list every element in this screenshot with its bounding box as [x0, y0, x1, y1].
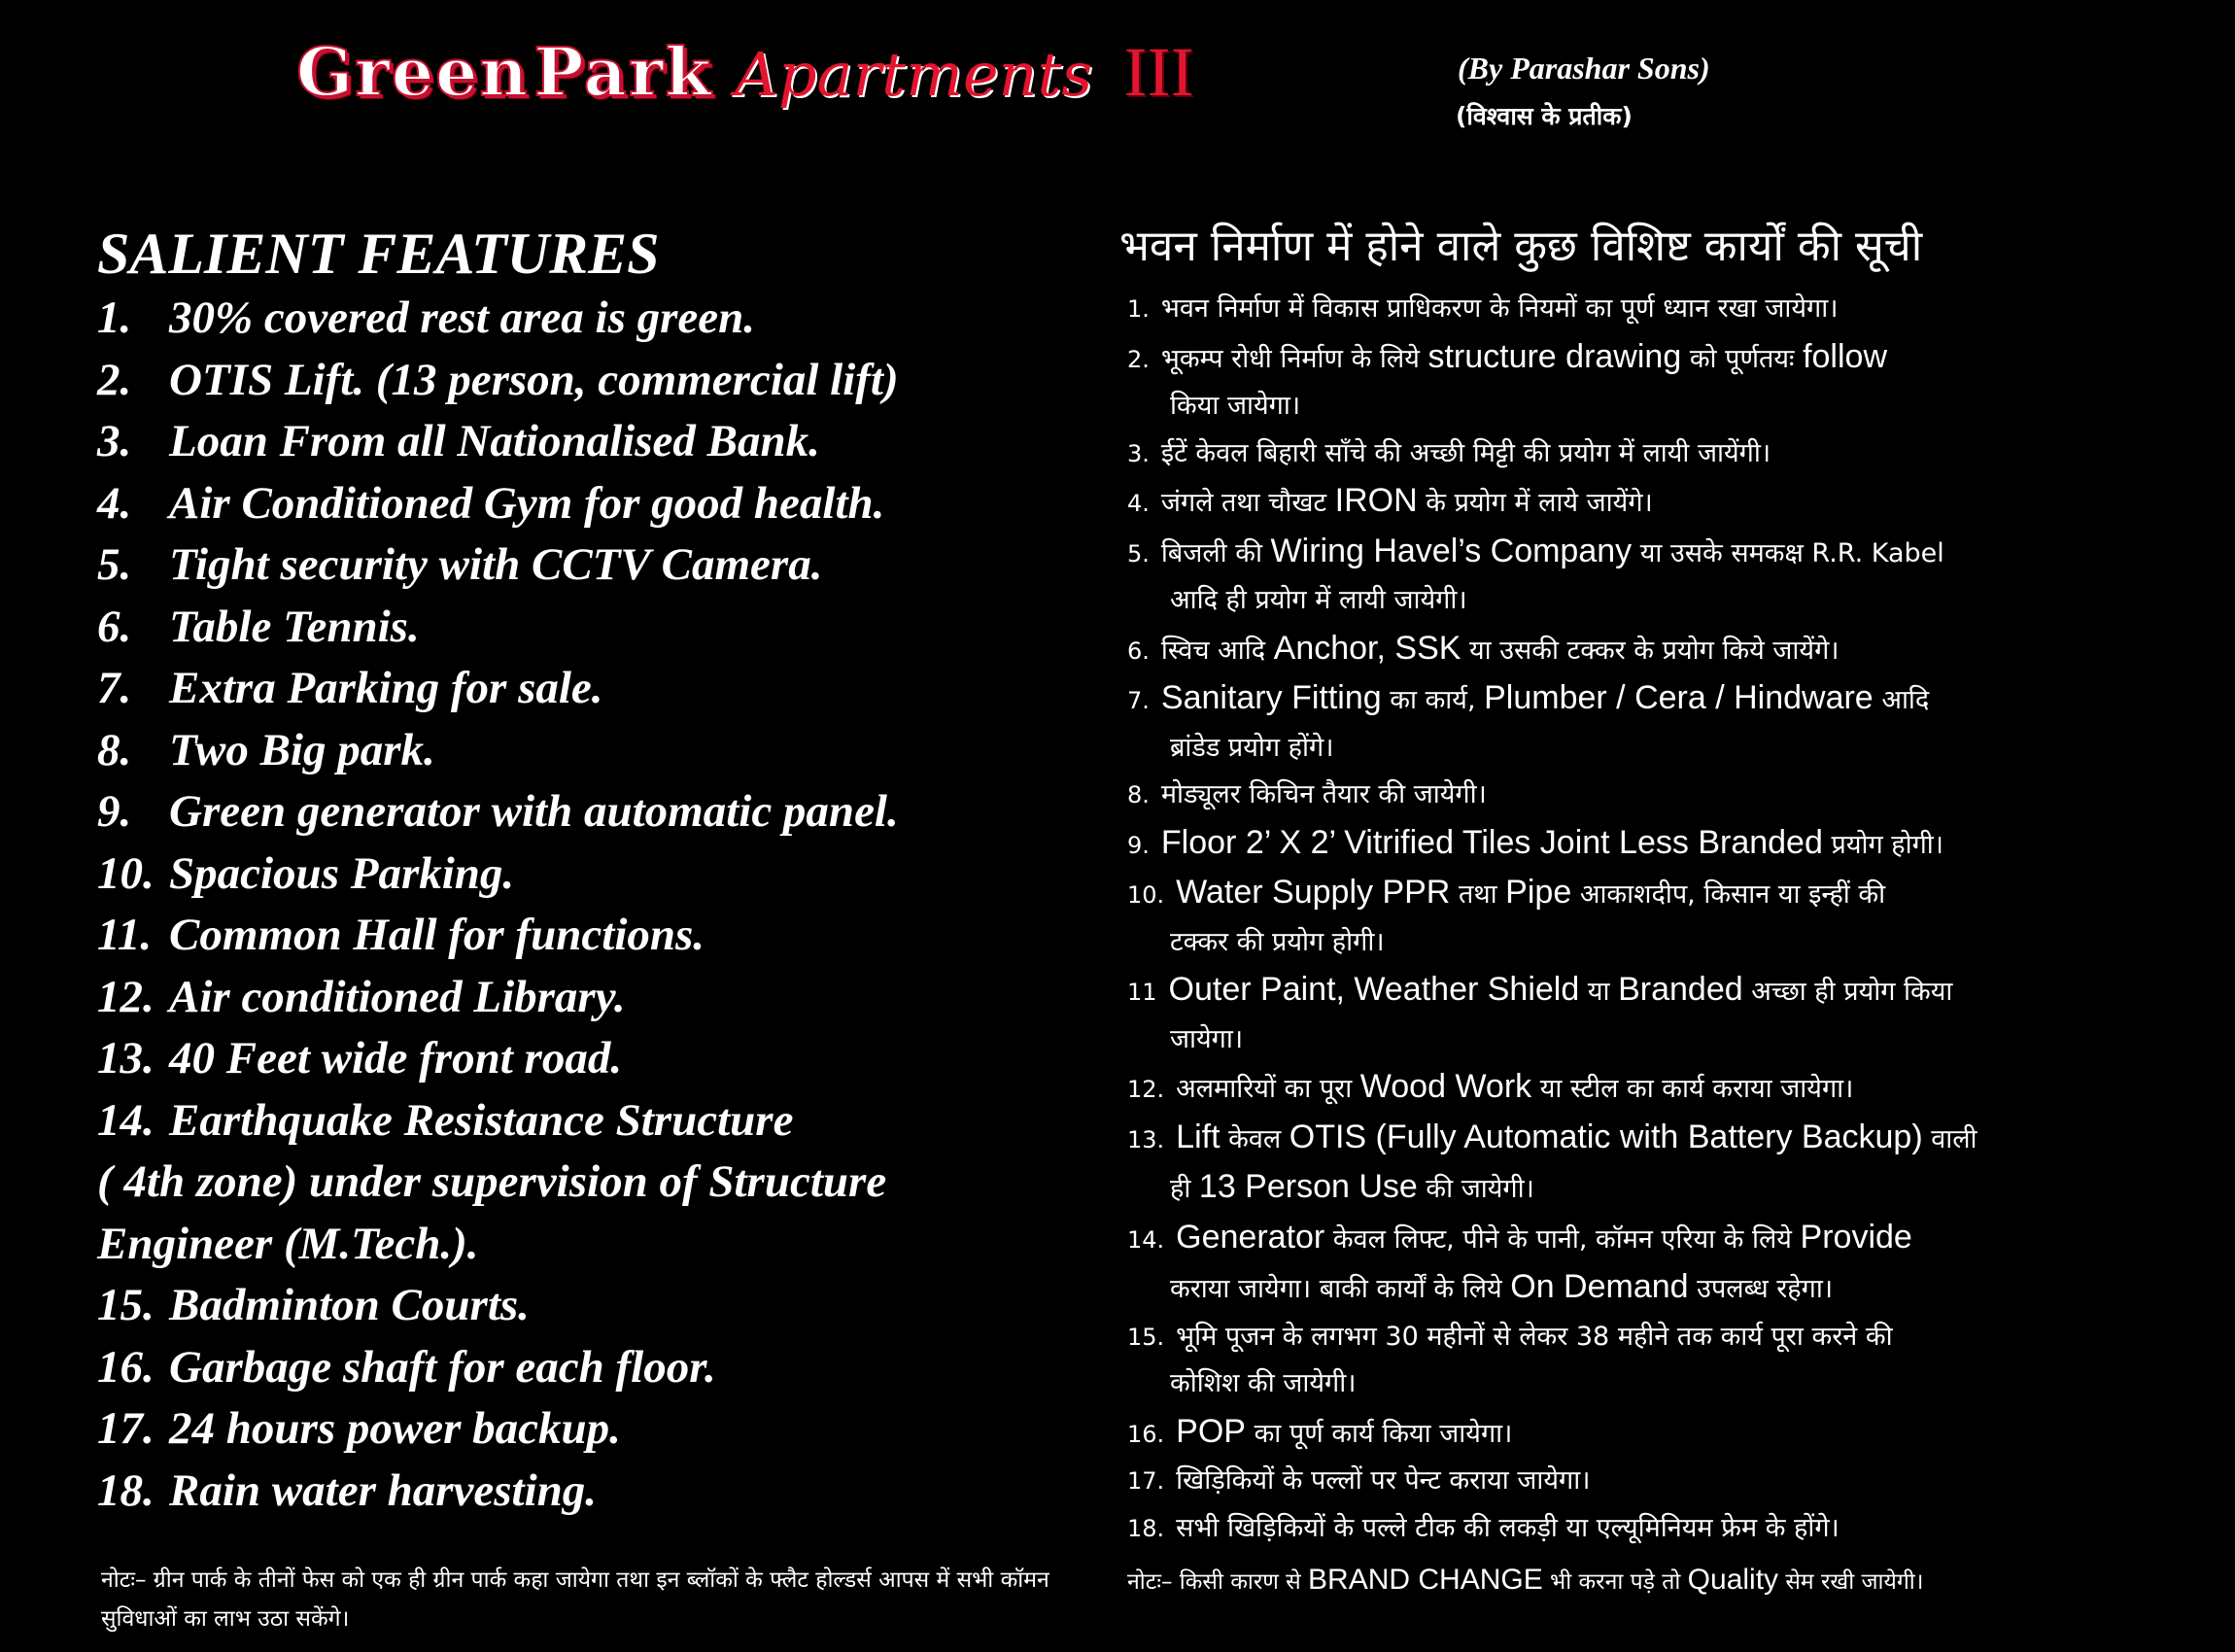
work-text: मोड्यूलर किचिन तैयार की जायेगी। [1160, 779, 1487, 809]
work-text: Outer Paint, Weather Shield [1168, 971, 1580, 1008]
feature-text-line: Badminton Courts. [169, 1280, 530, 1330]
feature-number: 2. [97, 354, 132, 405]
work-text: केवल लिफ्ट, पीने के पानी, कॉमन एरिया के लिये [1324, 1223, 1801, 1255]
work-text: ब्रांडेड प्रयोग होंगे। [1170, 732, 1334, 763]
work-text: POP [1176, 1412, 1246, 1450]
work-text: structure drawing [1427, 337, 1682, 375]
feature-text [169, 720, 435, 782]
work-text: IRON [1334, 482, 1418, 519]
feature-item [97, 597, 1069, 659]
note-right-quality: Quality [1687, 1564, 1779, 1596]
note-right-suffix: सेम रखी जायेगी। [1778, 1569, 1924, 1595]
title-green: Green [296, 34, 530, 112]
builder-name: (By Parashar Sons) [1458, 51, 1710, 86]
feature-item [97, 350, 1069, 412]
work-number: 13. [1127, 1125, 1165, 1153]
salient-features-heading: SALIENT FEATURES [97, 222, 660, 286]
feature-text-line: 30% covered rest area is green. [169, 293, 756, 343]
work-number: 4. [1127, 490, 1150, 517]
work-text: टक्कर की प्रयोग होगी। [1170, 926, 1385, 957]
work-text: Sanitary Fitting [1160, 679, 1382, 716]
work-number: 17. [1127, 1467, 1165, 1495]
work-text: या उसके समकक्ष R.R. Kabel [1632, 537, 1944, 568]
work-continuation [1127, 577, 2208, 625]
work-text: Lift [1176, 1118, 1221, 1155]
work-item [1127, 1314, 2208, 1408]
work-text: Branded [1618, 971, 1743, 1008]
feature-text [169, 658, 603, 720]
work-continuation [1127, 383, 2208, 430]
work-text: को पूर्णतयः [1681, 343, 1804, 374]
feature-text-line: Green generator with automatic panel. [169, 786, 899, 837]
feature-text-line: Spacious Parking. [169, 847, 515, 899]
title-park: Park [533, 34, 713, 112]
feature-text-continuation: Engineer (M.Tech.). [97, 1218, 479, 1269]
work-text: follow [1803, 337, 1888, 375]
work-text: या उसकी टक्कर के प्रयोग किये जायेंगे। [1461, 635, 1840, 666]
feature-item [97, 1461, 1069, 1523]
feature-text [169, 1337, 716, 1399]
work-text: भूकम्प रोधी निर्माण के लिये [1160, 343, 1428, 374]
feature-text [169, 288, 755, 350]
work-item [1127, 1408, 2208, 1459]
work-text: किया जायेगा। [1170, 391, 1301, 421]
salient-features-section [97, 220, 1069, 1522]
work-text: ही [1170, 1174, 1199, 1204]
work-text: आकाशदीप, किसान या इन्हीं की [1571, 879, 1886, 910]
work-item [1127, 1214, 2208, 1314]
work-number: 2. [1127, 345, 1150, 373]
work-text: Generator [1176, 1218, 1325, 1256]
feature-number: 9. [97, 786, 132, 837]
feature-item [97, 720, 1069, 782]
feature-text [169, 1275, 530, 1337]
title-phase-number: III [1123, 33, 1194, 111]
feature-text [169, 411, 820, 473]
work-number: 10. [1127, 881, 1165, 909]
work-text: आदि ही प्रयोग में लायी जायेगी। [1170, 585, 1467, 615]
work-number: 14. [1127, 1225, 1165, 1254]
feature-text [169, 1398, 621, 1461]
work-item [1127, 477, 2208, 528]
builder-tagline: (विश्वास के प्रतीक) [1456, 102, 1633, 130]
work-continuation [1127, 919, 2208, 967]
work-text: भूमि पूजन के लगभग 30 महीनों से लेकर 38 महीने तक कार्य पूरा करने की [1176, 1321, 1893, 1352]
feature-item [97, 1090, 1069, 1276]
feature-number: 10. [97, 847, 155, 899]
work-text: Plumber / Cera / Hindware [1484, 679, 1874, 716]
work-text: खिड़िकियों के पल्लों पर पेन्ट कराया जायेगा। [1176, 1465, 1591, 1496]
feature-text [169, 781, 899, 843]
note-right [1127, 1561, 2216, 1601]
work-text: कोशिश की जायेगी। [1170, 1368, 1357, 1398]
feature-number: 13. [97, 1033, 155, 1084]
work-item [1127, 430, 2208, 478]
work-text: का पूर्ण कार्य किया जायेगा। [1245, 1418, 1513, 1449]
work-text: बिजली की [1160, 537, 1271, 568]
work-number: 7. [1127, 687, 1150, 714]
work-number: 1. [1127, 295, 1150, 323]
title-apartments: Apartments [735, 39, 1093, 110]
work-text: के प्रयोग में लाये जायेंगे। [1417, 488, 1653, 518]
work-number: 9. [1127, 831, 1150, 859]
feature-number: 8. [97, 724, 132, 775]
work-text: On Demand [1510, 1268, 1689, 1305]
feature-text [169, 843, 514, 906]
work-text: केवल [1220, 1123, 1289, 1154]
work-text: कराया जायेगा। बाकी कार्यों के लिये [1170, 1274, 1511, 1304]
work-item [1127, 966, 2208, 1063]
work-item [1127, 1063, 2208, 1114]
feature-number: 14. [97, 1094, 155, 1146]
feature-number: 6. [97, 601, 132, 652]
work-item [1127, 869, 2208, 966]
page-title [296, 33, 1194, 112]
feature-item [97, 905, 1069, 967]
feature-text-continuation: ( 4th zone) under supervision of Structure [97, 1156, 887, 1207]
feature-text [169, 1461, 597, 1523]
work-text: जंगले तथा चौखट [1160, 488, 1335, 518]
work-text: या स्टील का कार्य कराया जायेगा। [1531, 1074, 1854, 1104]
work-text: का कार्य, [1381, 685, 1485, 715]
work-text: अच्छा ही प्रयोग किया [1742, 977, 1953, 1007]
work-number: 12. [1127, 1076, 1165, 1103]
work-text: आदि [1873, 685, 1930, 715]
work-continuation [1127, 1163, 2208, 1214]
note-right-mid: भी करना पड़े तो [1542, 1569, 1688, 1595]
feature-number: 18. [97, 1464, 155, 1516]
work-number: 3. [1127, 439, 1150, 467]
work-continuation [1127, 1263, 2208, 1314]
work-number: 5. [1127, 539, 1150, 568]
work-item [1127, 1505, 2208, 1553]
feature-number: 5. [97, 539, 132, 590]
feature-text-line: Earthquake Resistance Structure [169, 1094, 794, 1146]
feature-item [97, 473, 1069, 535]
feature-text [169, 534, 822, 597]
feature-text [169, 905, 705, 967]
work-continuation [1127, 725, 2208, 773]
work-text: OTIS (Fully Automatic with Battery Backup) [1289, 1118, 1923, 1155]
feature-number: 17. [97, 1403, 155, 1454]
works-list [1127, 286, 2208, 1552]
feature-item [97, 1337, 1069, 1399]
work-text: भवन निर्माण में विकास प्राधिकरण के नियमों का पूर्ण ध्यान रखा जायेगा। [1160, 293, 1839, 324]
feature-number: 3. [97, 416, 132, 466]
work-item [1127, 528, 2208, 625]
feature-number: 11. [97, 910, 153, 960]
feature-text [169, 473, 884, 535]
work-number: 6. [1127, 637, 1150, 665]
feature-number: 4. [97, 477, 132, 529]
work-text: सभी खिड़िकियों के पल्ले टीक की लकड़ी या एल्यूमिनियम फ्रेम के होंगे। [1176, 1512, 1840, 1543]
work-item [1127, 772, 2208, 819]
feature-number: 15. [97, 1280, 155, 1330]
feature-text-line: Loan From all Nationalised Bank. [169, 416, 820, 466]
feature-text [169, 1028, 622, 1090]
note-right-prefix: नोटः– किसी कारण से [1127, 1569, 1309, 1595]
feature-item [97, 411, 1069, 473]
feature-text-line: Rain water harvesting. [169, 1464, 598, 1516]
work-number: 16. [1127, 1420, 1165, 1448]
work-text: ईटें केवल बिहारी साँचे की अच्छी मिट्टी की प्रयोग में लायी जायेंगी। [1160, 437, 1771, 468]
feature-number: 16. [97, 1341, 155, 1393]
work-number: 11 [1127, 979, 1157, 1006]
feature-number: 1. [97, 293, 132, 343]
feature-text-line: Common Hall for functions. [169, 910, 705, 960]
work-text: उपलब्ध रहेगा। [1688, 1274, 1834, 1304]
feature-text [169, 967, 626, 1029]
feature-text-line: Air conditioned Library. [169, 971, 626, 1022]
work-continuation [1127, 1016, 2208, 1064]
header [0, 0, 2235, 146]
work-item [1127, 625, 2208, 675]
work-item [1127, 674, 2208, 772]
work-text: की जायेगी। [1417, 1174, 1534, 1204]
feature-list [97, 288, 1069, 1522]
feature-text-line: Tight security with CCTV Camera. [169, 539, 823, 590]
work-text: 13 Person Use [1198, 1168, 1418, 1205]
work-text: Wood Work [1359, 1068, 1532, 1105]
feature-text-line: 40 Feet wide front road. [169, 1033, 623, 1084]
work-number: 15. [1127, 1323, 1165, 1351]
work-text: Anchor, SSK [1273, 629, 1461, 667]
work-text: या [1579, 977, 1619, 1007]
work-text: Pipe [1505, 874, 1572, 911]
feature-item [97, 781, 1069, 843]
feature-text-line: 24 hours power backup. [169, 1403, 621, 1454]
work-text: अलमारियों का पूरा [1176, 1074, 1360, 1104]
work-item [1127, 1114, 2208, 1214]
work-text: प्रयोग होगी। [1822, 829, 1944, 860]
work-text: Wiring Havel’s Company [1270, 532, 1633, 569]
works-heading: भवन निर्माण में होने वाले कुछ विशिष्ट कार्यों की सूची [1119, 222, 1923, 271]
feature-text-line: OTIS Lift. (13 person, commercial lift) [169, 354, 899, 405]
work-item [1127, 333, 2208, 430]
feature-text-line: Table Tennis. [169, 601, 420, 652]
feature-item [97, 534, 1069, 597]
feature-text-line: Two Big park. [169, 724, 435, 775]
work-text: Floor 2’ X 2’ Vitrified Tiles Joint Less Branded [1160, 823, 1823, 861]
work-number: 8. [1127, 781, 1150, 809]
note-right-brand: BRAND CHANGE [1308, 1564, 1543, 1596]
work-number: 18. [1127, 1514, 1165, 1542]
feature-text-line: Air Conditioned Gym for good health. [169, 477, 885, 529]
works-section [1119, 220, 2208, 1552]
feature-item [97, 1275, 1069, 1337]
work-text: जायेगा। [1170, 1023, 1244, 1054]
feature-item [97, 967, 1069, 1029]
feature-item [97, 1398, 1069, 1461]
feature-number: 12. [97, 971, 155, 1022]
work-text: तथा [1450, 879, 1506, 910]
work-text: वाली [1922, 1123, 1977, 1154]
work-item [1127, 286, 2208, 333]
work-text: Water Supply PPR [1176, 874, 1451, 911]
feature-number: 7. [97, 663, 132, 713]
feature-item [97, 658, 1069, 720]
feature-text [169, 597, 420, 659]
feature-item [97, 1028, 1069, 1090]
feature-text-line: Garbage shaft for each floor. [169, 1341, 716, 1393]
work-item [1127, 819, 2208, 870]
feature-text [169, 350, 899, 412]
note-left: नोटः– ग्रीन पार्क के तीनों फेस को एक ही ग्रीन पार्क कहा जायेगा तथा इन ब्लॉकों के फ्लैट होल्डर्स आपस में सभी कॉमन सुविधाओं का लाभ उठा सकेंगे। [101, 1567, 1049, 1632]
work-text: Provide [1800, 1218, 1912, 1256]
feature-item [97, 843, 1069, 906]
work-text: स्विच आदि [1160, 635, 1274, 666]
feature-text-line: Extra Parking for sale. [169, 663, 603, 713]
feature-item [97, 288, 1069, 350]
work-continuation [1127, 1360, 2208, 1408]
work-item [1127, 1458, 2208, 1505]
